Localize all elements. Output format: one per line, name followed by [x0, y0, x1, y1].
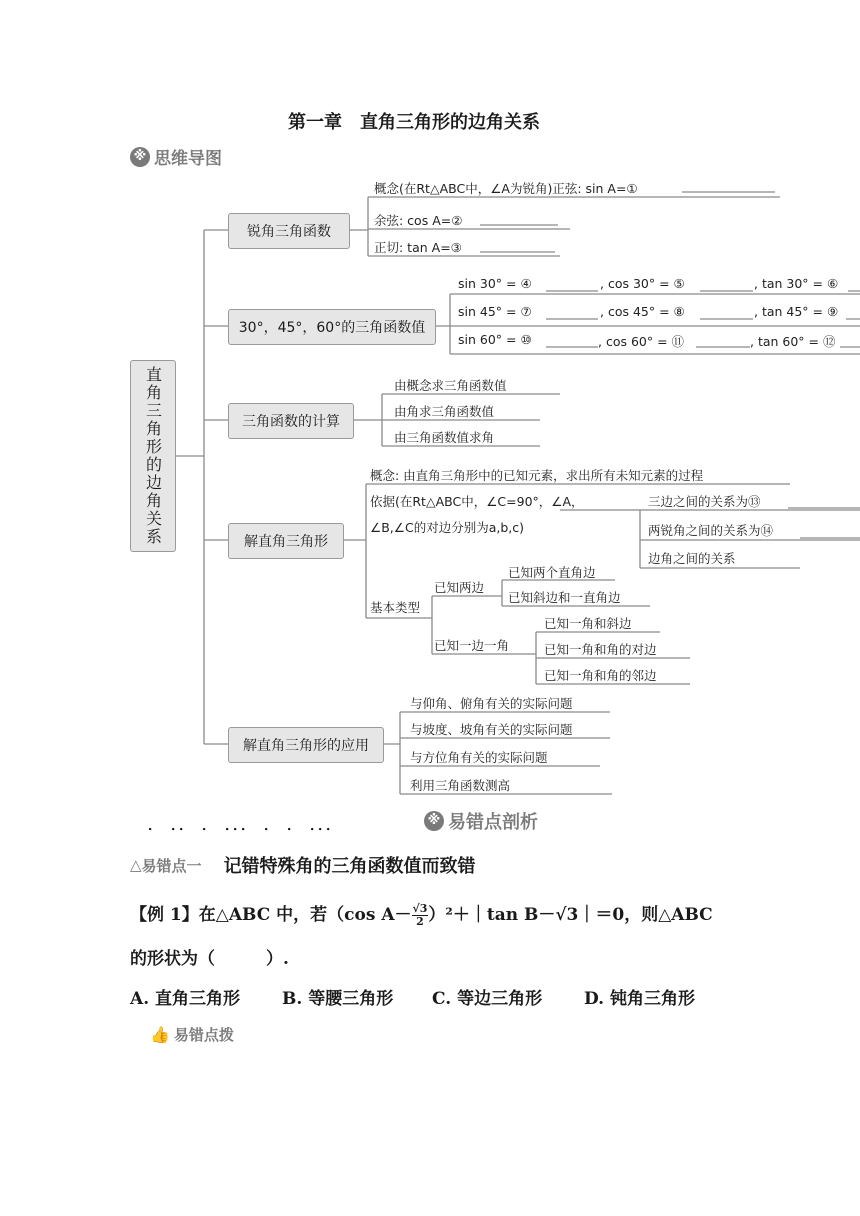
value-sin60: sin 60° = ⑩ — [458, 332, 532, 347]
leaf-slope: 与坡度、坡角有关的实际问题 — [410, 722, 573, 737]
example-text-a: 在△ABC 中，若（cos A－ — [198, 905, 412, 925]
error-point-title: 记错特殊角的三角函数值而致错 — [223, 856, 476, 877]
analysis-heading-label: 易错点剖析 — [448, 812, 538, 833]
leaf-angle-adjacent: 已知一角和角的邻边 — [544, 668, 657, 683]
fraction-denominator: 2 — [416, 915, 424, 928]
branch-trig-calculation: 三角函数的计算 — [228, 403, 354, 439]
leaf-angle-hyp: 已知一角和斜边 — [544, 616, 632, 631]
mind-map-heading-label: 思维导图 — [154, 149, 222, 169]
value-cos30: , cos 30° = ⑤ — [600, 276, 685, 291]
leaf-hyp-leg: 已知斜边和一直角边 — [508, 590, 621, 605]
fraction-numerator: √3 — [412, 902, 428, 915]
leaf-two-sides: 已知两边 — [434, 580, 485, 595]
leaf-solve-concept: 概念: 由直角三角形中的已知元素，求出所有未知元素的过程 — [370, 468, 704, 483]
leaf-basis-line1: 依据(在Rt△ABC中，∠C=90°，∠A， — [370, 494, 584, 509]
leaf-angle-opposite: 已知一角和角的对边 — [544, 642, 657, 657]
value-tan60: , tan 60° = ⑫ — [750, 334, 836, 349]
value-tan30: , tan 30° = ⑥ — [754, 276, 839, 291]
leaf-side-angle-relation: 边角之间的关系 — [648, 551, 736, 566]
option-d: D. 钝角三角形 — [584, 989, 695, 1009]
asterisk-icon: ※ — [130, 147, 150, 167]
leaf-basic-types: 基本类型 — [370, 600, 421, 615]
chapter-title: 第一章 直角三角形的边角关系 — [288, 112, 540, 133]
thumbs-up-icon: 👍 — [150, 1025, 170, 1044]
leaf-three-sides: 三边之间的关系为⑬ — [648, 494, 761, 509]
leaf-sine-definition: 概念(在Rt△ABC中，∠A为锐角)正弦: sin A=① — [374, 181, 638, 196]
value-sin45: sin 45° = ⑦ — [458, 304, 532, 319]
branch-special-angle-values: 30°，45°，60°的三角函数值 — [228, 309, 436, 345]
branch-applications: 解直角三角形的应用 — [228, 727, 384, 763]
warning-icon: △ — [130, 856, 142, 874]
leaf-by-definition: 由概念求三角函数值 — [394, 378, 507, 393]
leaf-by-angle: 由角求三角函数值 — [394, 404, 495, 419]
leaf-tangent-definition: 正切: tan A=③ — [374, 240, 462, 255]
tip-heading-label: 易错点拨 — [173, 1026, 234, 1044]
leaf-two-legs: 已知两个直角边 — [508, 565, 596, 580]
leaf-basis-line2: ∠B,∠C的对边分别为a,b,c) — [370, 520, 524, 535]
leaf-side-angle: 已知一边一角 — [434, 638, 510, 653]
value-sin30: sin 30° = ④ — [458, 276, 532, 291]
example-fraction — [412, 903, 429, 928]
value-cos60: , cos 60° = ⑪ — [598, 334, 685, 349]
option-b: B. 等腰三角形 — [282, 989, 394, 1009]
value-cos45: , cos 45° = ⑧ — [600, 304, 685, 319]
example-label: 【例 1】 — [130, 905, 199, 925]
leaf-find-angle: 由三角函数值求角 — [394, 430, 495, 445]
example-line2: 的形状为（ ）. — [130, 949, 289, 969]
branch-acute-trig-functions: 锐角三角函数 — [228, 213, 350, 249]
branch-solve-right-triangle: 解直角三角形 — [228, 523, 344, 559]
option-c: C. 等边三角形 — [432, 989, 543, 1009]
option-a: A. 直角三角形 — [130, 989, 241, 1009]
analysis-heading — [424, 808, 538, 834]
tip-heading — [150, 1024, 234, 1045]
error-point-tag: 易错点一 — [141, 856, 202, 875]
leaf-cosine-definition: 余弦: cos A=② — [374, 213, 463, 228]
dot-row: ． ．． ． ．．． ． ． ．．． — [148, 818, 341, 834]
mind-map-root: 直角三角形的边角关系 — [130, 360, 176, 552]
error-point-heading — [130, 852, 476, 878]
leaf-elevation-depression: 与仰角、俯角有关的实际问题 — [410, 696, 573, 711]
leaf-two-angles: 两锐角之间的关系为⑭ — [648, 523, 774, 538]
asterisk-icon: ※ — [424, 811, 444, 831]
example-text-b: ）²＋｜tan B－√3｜＝0，则△ABC — [428, 905, 713, 925]
example-line1 — [130, 900, 713, 928]
value-tan45: , tan 45° = ⑨ — [754, 304, 839, 319]
leaf-bearing: 与方位角有关的实际问题 — [410, 750, 548, 765]
leaf-measure-height: 利用三角函数测高 — [410, 778, 511, 793]
